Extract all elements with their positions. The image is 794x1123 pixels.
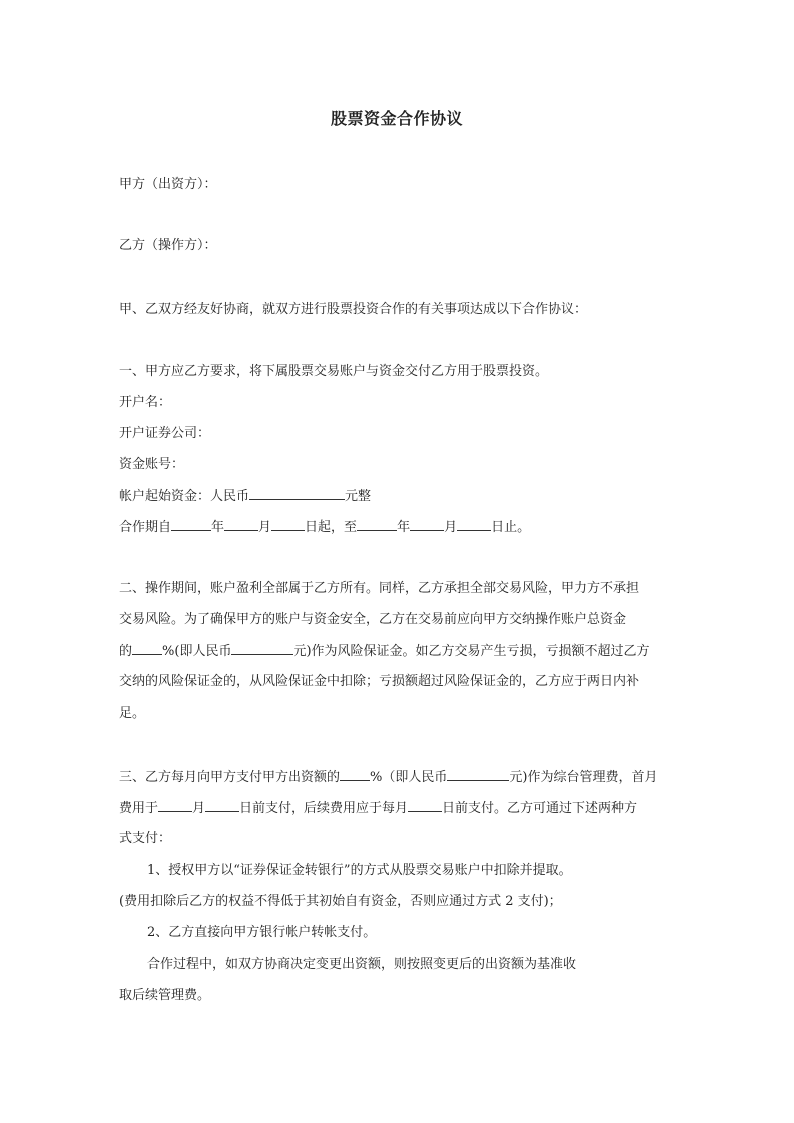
paragraph-line (119, 363, 548, 381)
fill-in-blank[interactable] (224, 518, 258, 531)
line-text: 年 (211, 520, 225, 535)
fill-in-blank[interactable] (457, 518, 491, 531)
line-text: 月 (192, 801, 206, 816)
paragraph-line (119, 768, 657, 787)
line-text: 日前支付。乙方可通过下述两种方 (442, 801, 638, 816)
fill-in-blank[interactable] (271, 518, 305, 531)
line-text: 开户证券公司： (119, 426, 211, 441)
paragraph-line (119, 893, 562, 911)
line-text: 2、乙方直接向甲方银行帐户转帐支付。 (147, 925, 377, 940)
paragraph-line (119, 673, 639, 691)
line-text: 开户名： (119, 395, 172, 410)
paragraph-line (119, 518, 530, 537)
paragraph-line (119, 425, 210, 443)
line-text: 月 (258, 520, 272, 535)
line-text: %（即人民币 (370, 770, 448, 785)
document-title: 股票资金合作协议 (330, 109, 463, 128)
fill-in-blank[interactable] (158, 799, 192, 812)
paragraph-line (119, 237, 217, 255)
line-text: 年 (397, 520, 411, 535)
paragraph-line (119, 830, 171, 848)
paragraph-line (119, 487, 371, 506)
line-text: 费用于 (119, 801, 159, 816)
paragraph-line (119, 987, 210, 1005)
line-text: 二、操作期间，账户盈利全部属于乙方所有。同样，乙方承担全部交易风险，甲力方不承担 (119, 581, 640, 596)
fill-in-blank[interactable] (132, 642, 162, 655)
line-text: 甲、乙双方经友好协商，就双方进行股票投资合作的有关事项达成以下合作协议： (119, 302, 588, 317)
paragraph-line (147, 862, 572, 880)
fill-in-blank[interactable] (171, 518, 211, 531)
fill-in-blank[interactable] (408, 799, 442, 812)
paragraph-line (119, 705, 145, 723)
line-text: 元)作为综台管理费，首月 (509, 770, 658, 785)
fill-in-blank[interactable] (249, 487, 345, 500)
line-text: 交易风险。为了确保甲方的账户与资金安全，乙方在交易前应向甲方交纳操作账户总资金 (119, 612, 627, 627)
line-text: 一、甲方应乙方要求，将下属股票交易账户与资金交付乙方用于股票投资。 (119, 364, 549, 379)
fill-in-blank[interactable] (205, 799, 239, 812)
paragraph-line (119, 456, 184, 474)
line-text: 资金账号： (119, 457, 185, 472)
paragraph-line (119, 394, 171, 412)
line-text: 取后续管理费。 (119, 988, 211, 1003)
line-text: 乙方（操作方）： (119, 238, 217, 253)
line-text: 1、授权甲方以“证券保证金转银行”的方式从股票交易账户中扣除并提取。 (147, 863, 572, 878)
line-text: (费用扣除后乙方的权益不得低于其初始自有资金，否则应通过方式 2 支付)； (119, 894, 562, 909)
line-text: 元整 (345, 489, 372, 504)
line-text: 三、乙方每月向甲方支付甲方出资额的 (119, 770, 341, 785)
line-text: 合作期自 (119, 520, 172, 535)
paragraph-line (147, 956, 576, 974)
paragraph-line (119, 301, 587, 319)
line-text: 足。 (119, 706, 146, 721)
fill-in-blank[interactable] (447, 768, 509, 781)
fill-in-blank[interactable] (340, 768, 370, 781)
paragraph-line (119, 642, 650, 661)
line-text: 日止。 (491, 520, 531, 535)
line-text: 的 (119, 644, 133, 659)
line-text: 月 (444, 520, 458, 535)
line-text: %(即人民币 (162, 644, 232, 659)
line-text: 交纳的风险保证金的，从风险保证金中扣除；亏损额超过风险保证金的，乙方应于两日内补 (119, 674, 640, 689)
line-text: 元)作为风险保证金。如乙方交易产生亏损，亏损额不超过乙方 (293, 644, 650, 659)
line-text: 合作过程中，如双方协商决定变更出资额，则按照变更后的出资额为基准收 (147, 957, 577, 972)
line-text: 甲方（出资方）： (119, 177, 217, 192)
line-text: 日前支付，后续费用应于每月 (239, 801, 409, 816)
paragraph-line (119, 799, 637, 818)
line-text: 式支付： (119, 831, 172, 846)
line-text: 日起，至 (305, 520, 358, 535)
paragraph-line (119, 176, 217, 194)
paragraph-line (119, 580, 639, 598)
paragraph-line (119, 611, 626, 629)
line-text: 帐户起始资金：人民币 (119, 489, 250, 504)
paragraph-line (147, 924, 376, 942)
fill-in-blank[interactable] (410, 518, 444, 531)
fill-in-blank[interactable] (231, 642, 293, 655)
fill-in-blank[interactable] (357, 518, 397, 531)
